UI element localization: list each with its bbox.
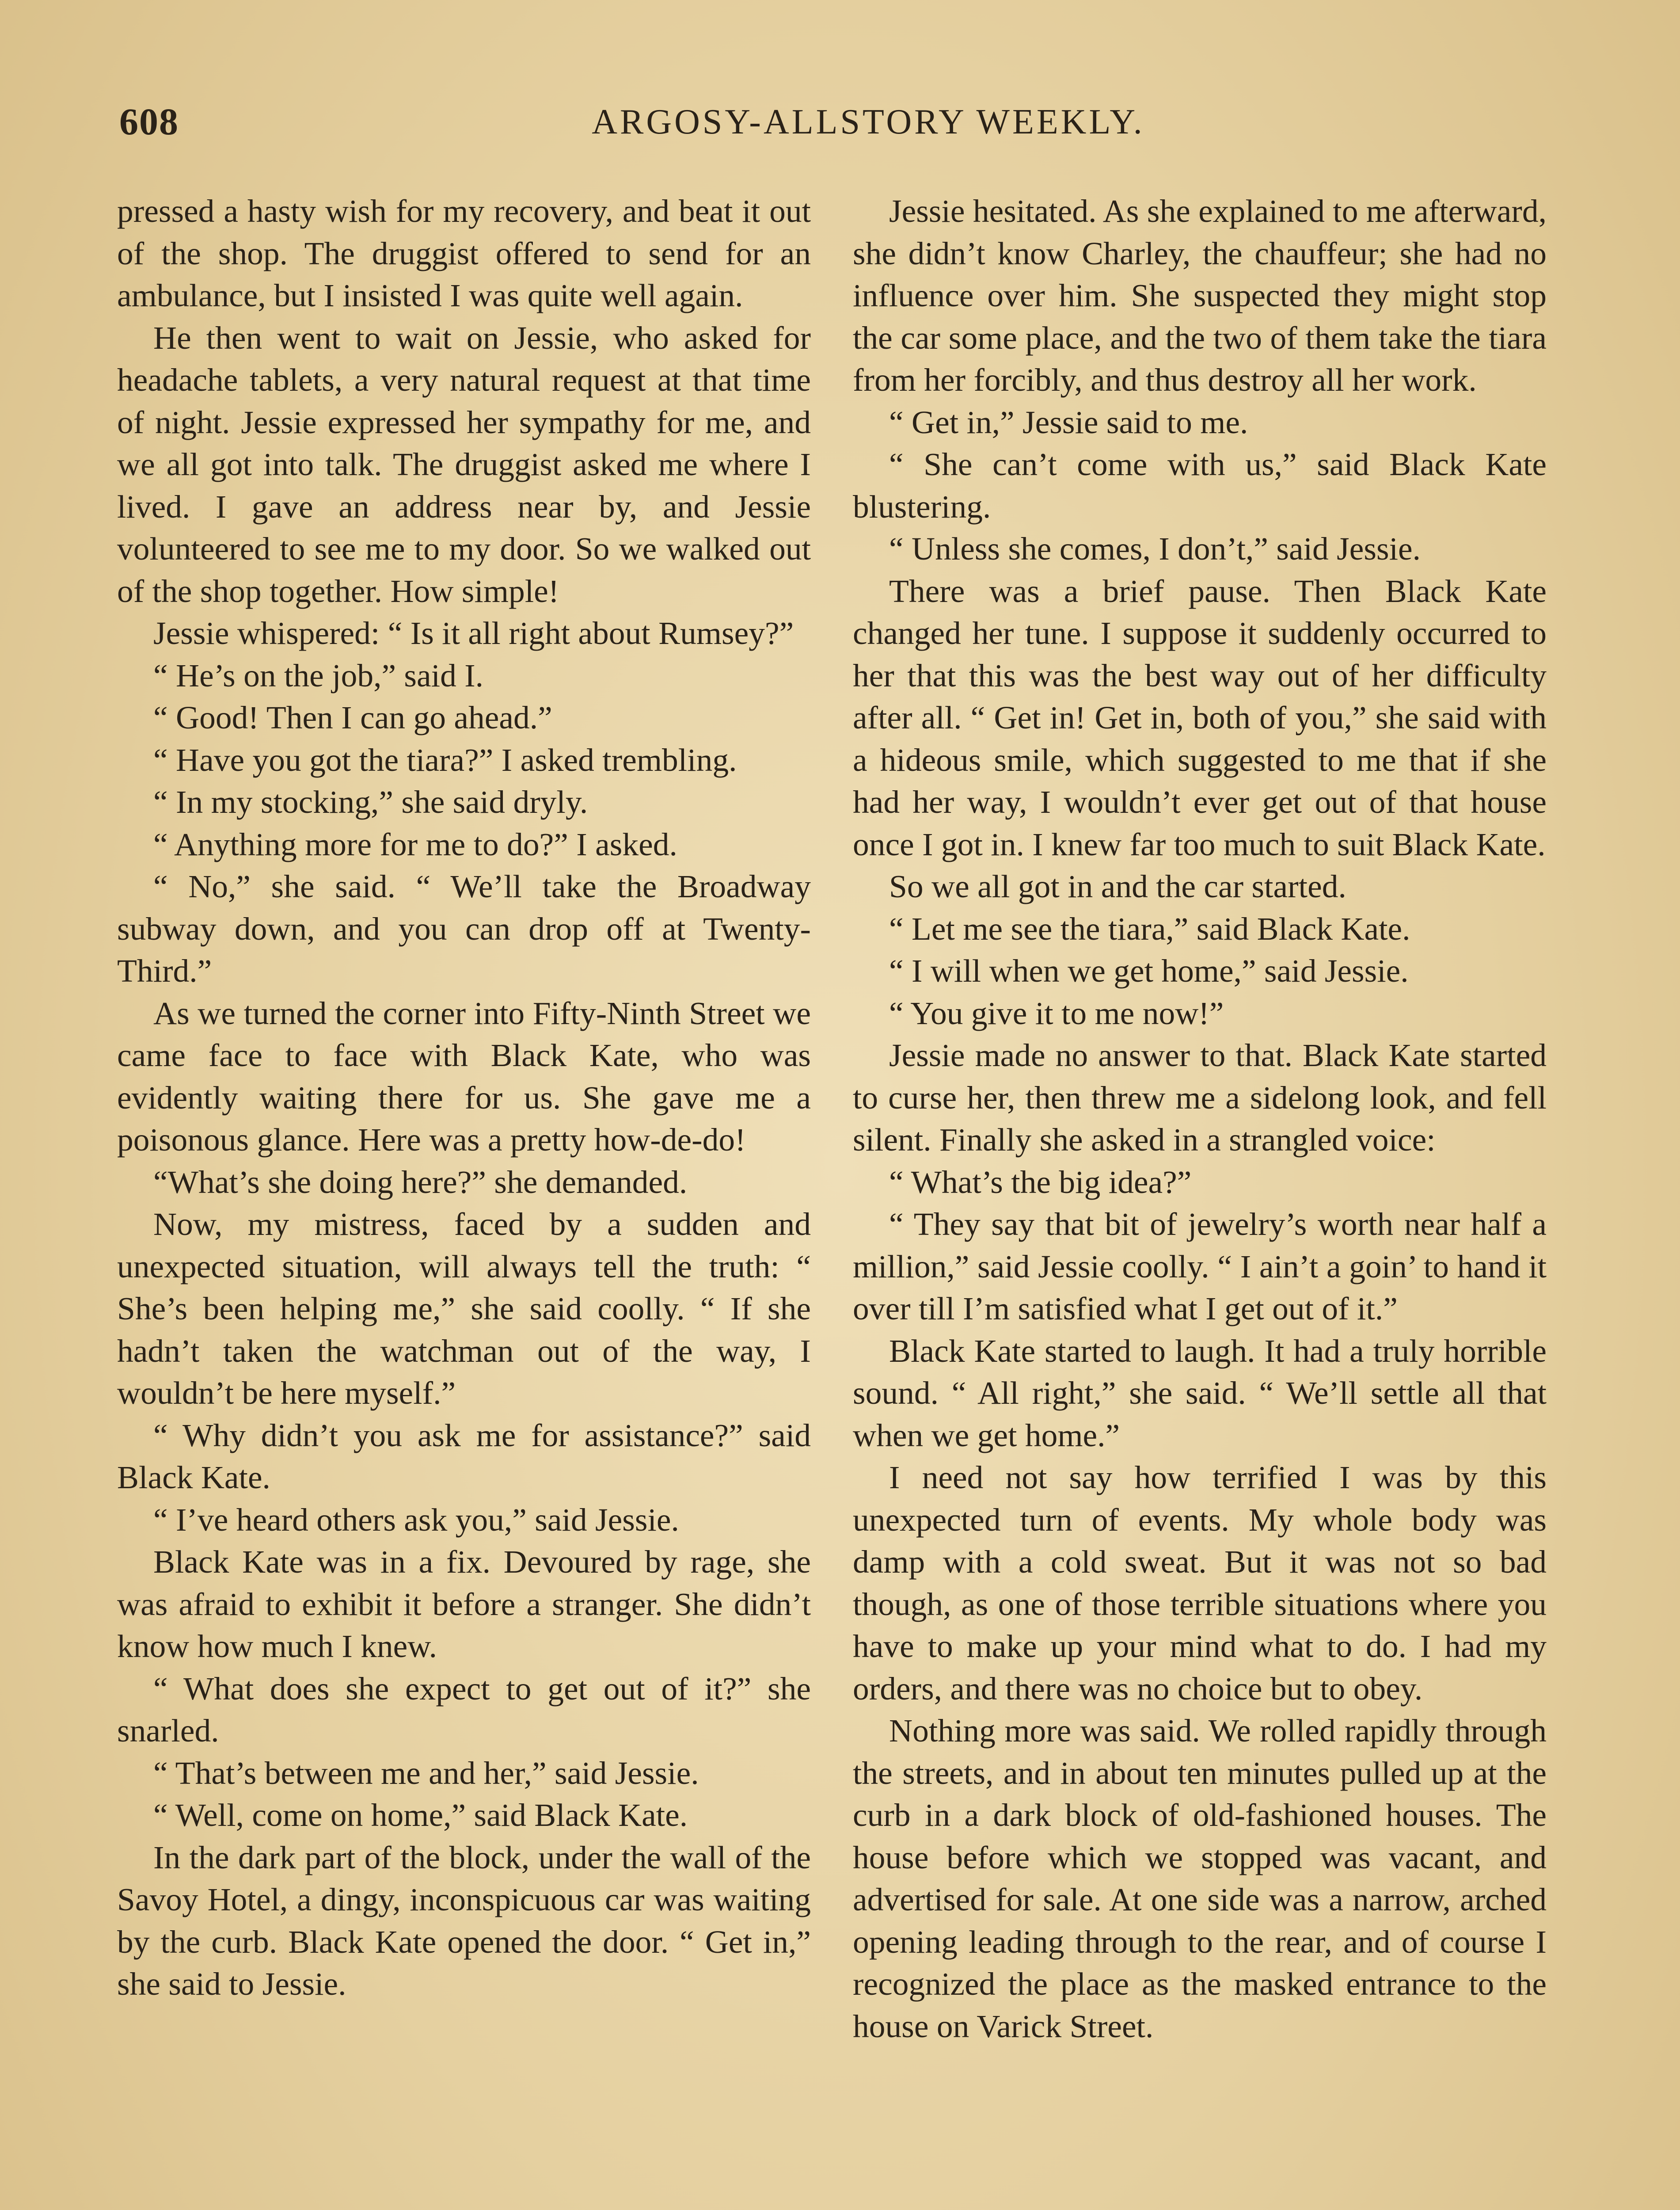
paragraph: Black Kate was in a fix. Devoured by rage, she was afraid to exhibit it before a stranger. She didn’t know how much I knew.: [117, 1544, 811, 1664]
paragraph: Now, my mistress, faced by a sudden and unexpected situation, will always tell the truth: “ She’s been helping me,” she said coolly. “ If she hadn’t taken the watchman out of the way, I wouldn’t be here myself.”: [117, 1206, 811, 1411]
paragraph: “ Why didn’t you ask me for assistance?” said Black Kate.: [117, 1417, 811, 1495]
running-head: ARGOSY-ALLSTORY WEEKLY.: [592, 103, 1145, 141]
paragraph: “ No,” she said. “ We’ll take the Broadway subway down, and you can drop off at Twenty-Third.”: [117, 869, 811, 989]
paragraph: “ They say that bit of jewelry’s worth near half a million,” said Jessie coolly. “ I ain’t a goin’ to hand it over till I’m satisfied what I get out of it.”: [853, 1206, 1547, 1326]
paragraph: Jessie made no answer to that. Black Kate started to curse her, then threw me a sidelong look, and fell silent. Finally she asked in a strangled voice:: [853, 1037, 1547, 1158]
paragraph: Nothing more was said. We rolled rapidly through the streets, and in about ten minutes pulled up at the curb in a dark block of old-fashioned houses. The house before which we stopped was vacant, and advertised for sale. At one side was a narrow, arched opening leading through to the rear, and of course I recognized the place as the masked entrance to the house on Varick Street.: [853, 1713, 1547, 2044]
paragraph: He then went to wait on Jessie, who asked for headache tablets, a very natural request at that time of night. Jessie expressed her sympathy for me, and we all got into talk. The druggist asked me where I lived. I gave an address near by, and Jessie volunteered to see me to my door. So we walked out of the shop together. How simple!: [117, 320, 811, 609]
paragraph: “ That’s between me and her,” said Jessie.: [153, 1755, 699, 1791]
paragraph: “ I will when we get home,” said Jessie.: [889, 953, 1409, 989]
paragraph: “ What does she expect to get out of it?” she snarled.: [117, 1670, 811, 1749]
paragraph: Black Kate started to laugh. It had a truly horrible sound. “ All right,” she said. “ We’ll settle all that when we get home.”: [853, 1333, 1547, 1453]
paragraph: “ Well, come on home,” said Black Kate.: [153, 1797, 688, 1833]
paragraph: “ In my stocking,” she said dryly.: [153, 784, 588, 820]
paragraph: “ Good! Then I can go ahead.”: [153, 700, 552, 735]
paragraph: “ You give it to me now!”: [889, 995, 1224, 1031]
paragraph: “ What’s the big idea?”: [889, 1164, 1192, 1200]
paragraph: “ Let me see the tiara,” said Black Kate.: [889, 911, 1410, 947]
paragraph: “ He’s on the job,” said I.: [153, 657, 484, 693]
paragraph: So we all got in and the car started.: [889, 869, 1346, 904]
paragraph: pressed a hasty wish for my recovery, and beat it out of the shop. The druggist offered to send for an ambulance, but I insisted I was quite well again.: [117, 193, 811, 313]
page-number: 608: [119, 100, 179, 143]
paragraph: “ I’ve heard others ask you,” said Jessie.: [153, 1501, 679, 1538]
paragraph: “ Have you got the tiara?” I asked trembling.: [153, 742, 737, 778]
paragraph: In the dark part of the block, under the wall of the Savoy Hotel, a dingy, inconspicuous car was waiting by the curb. Black Kate opened the door. “ Get in,” she said to Jessie.: [117, 1839, 811, 2002]
paragraph: “ Anything more for me to do?” I asked.: [153, 826, 677, 862]
left-column: [117, 190, 811, 2005]
paragraph: As we turned the corner into Fifty-Ninth Street we came face to face with Black Kate, who was evidently waiting there for us. She gave me a poisonous glance. Here was a pretty how-de-do!: [117, 995, 811, 1158]
paragraph: Jessie whispered: “ Is it all right about Rumsey?”: [153, 615, 794, 651]
page-header: [119, 99, 1564, 157]
paragraph: Jessie hesitated. As she explained to me afterward, she didn’t know Charley, the chauffeur; she had no influence over him. She suspected they might stop the car some place, and the two of them take the tiara from her forcibly, and thus destroy all her work.: [853, 193, 1547, 398]
paragraph: “ Get in,” Jessie said to me.: [889, 404, 1248, 440]
paragraph: “ Unless she comes, I don’t,” said Jessie.: [889, 531, 1421, 567]
paragraph: “What’s she doing here?” she demanded.: [153, 1164, 688, 1200]
paragraph: There was a brief pause. Then Black Kate changed her tune. I suppose it suddenly occurred to her that this was the best way out of her difficulty after all. “ Get in! Get in, both of you,” she said with a hideous smile, which suggested to me that if she had her way, I wouldn’t ever get out of that house once I got in. I knew far too much to suit Black Kate.: [853, 573, 1547, 862]
paragraph: “ She can’t come with us,” said Black Kate blustering.: [853, 446, 1547, 525]
right-column: [853, 190, 1547, 2047]
paragraph: I need not say how terrified I was by this unexpected turn of events. My whole body was damp with a cold sweat. But it was not so bad though, as one of those terrible situations where you have to make up your mind what to do. I had my orders, and there was no choice but to obey.: [853, 1459, 1547, 1707]
